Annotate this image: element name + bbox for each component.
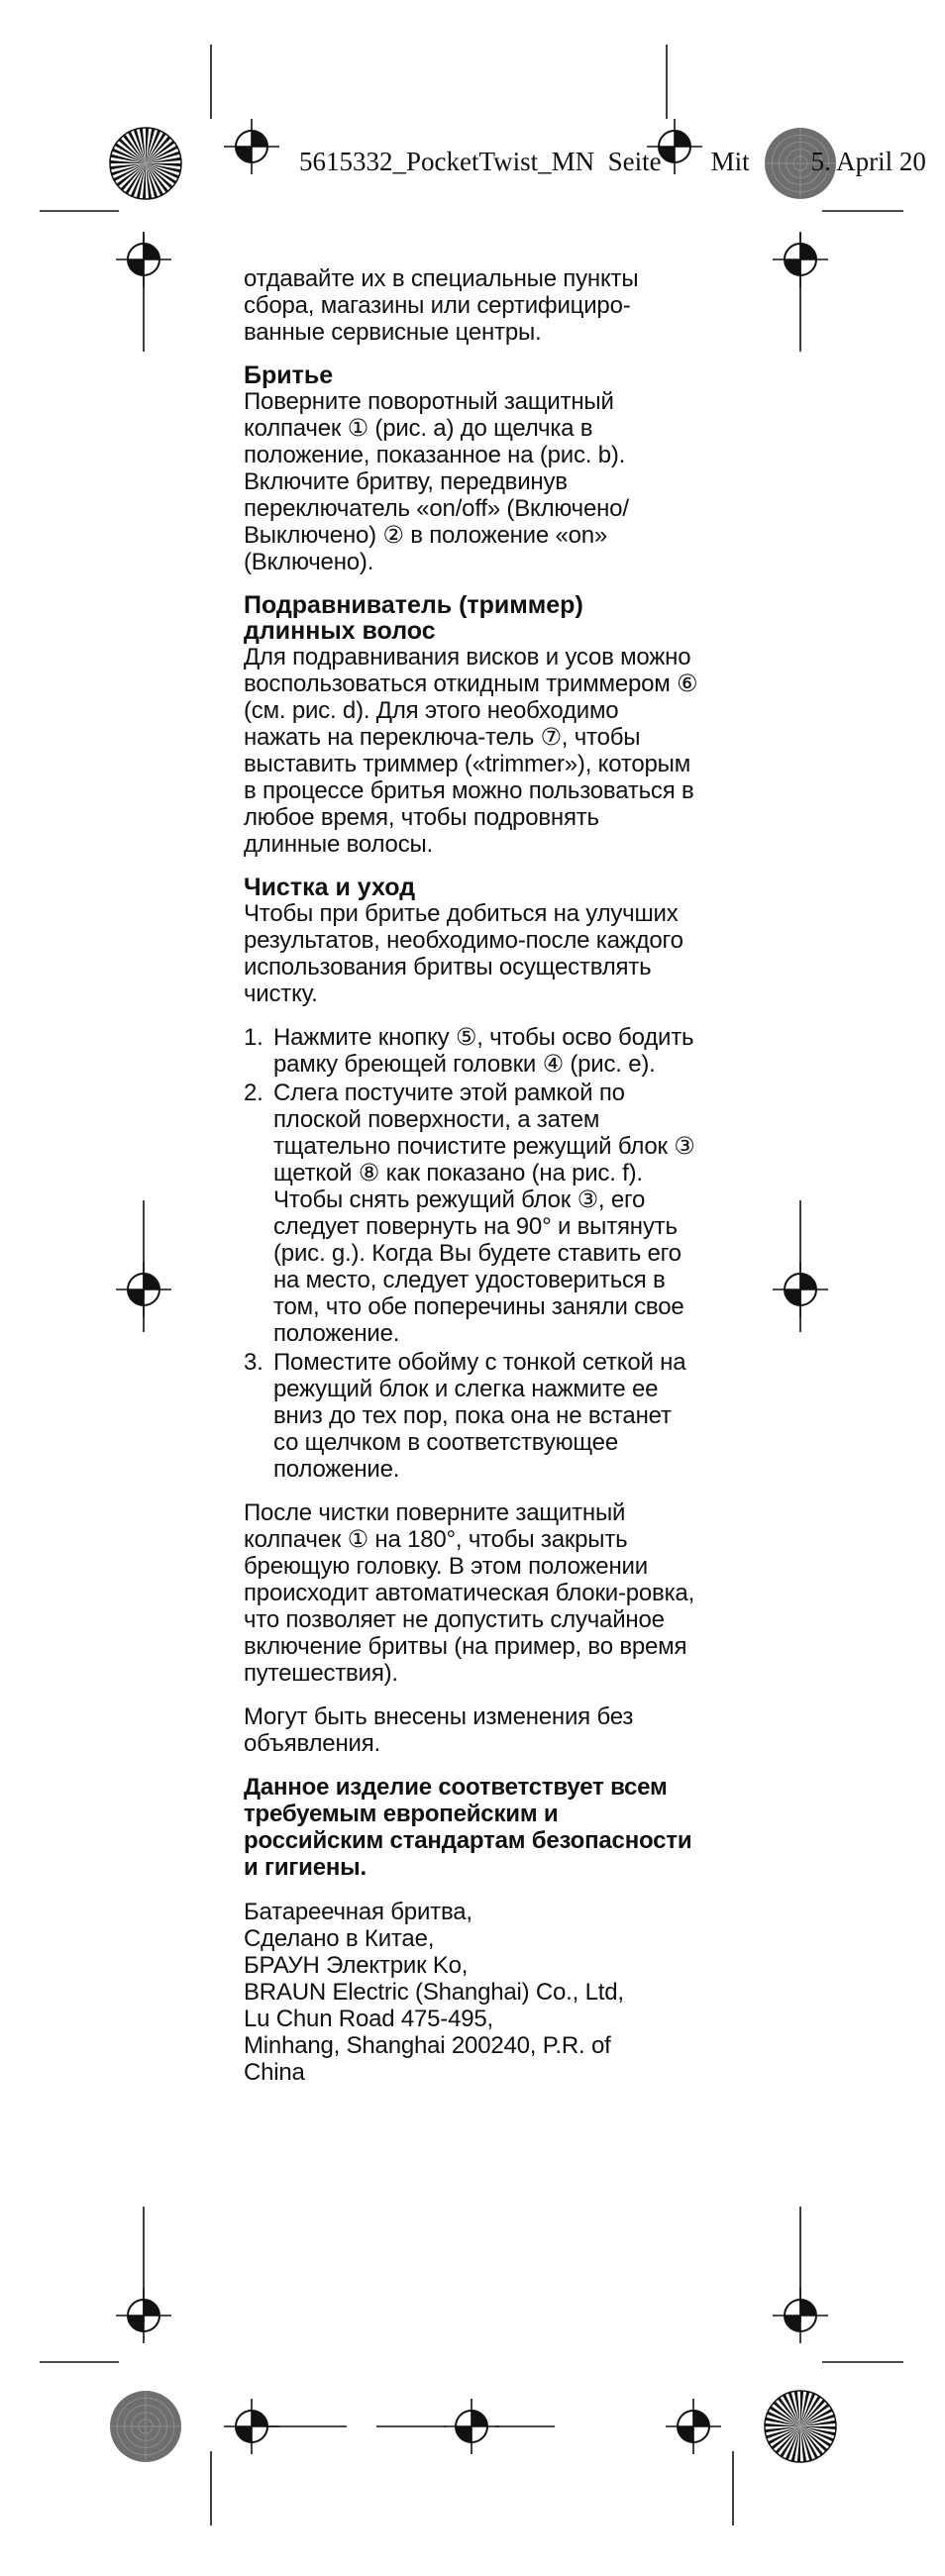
- registration-target-icon: [116, 1262, 171, 1317]
- print-slug-header: [299, 147, 945, 177]
- cleaning-steps-list: [244, 1024, 701, 1483]
- manufacturer-address-block: [244, 1899, 701, 2086]
- manual-text-column: [244, 265, 701, 2086]
- registration-target-icon: [666, 2399, 721, 2454]
- trimmer-heading: Подравниватель (триммер) длинных волос: [244, 591, 583, 645]
- trimmer-paragraph: Для подравнивания висков и усов можно воспользоваться откидным триммером ⑥ (см. рис. d). Для этого необходимо нажать на переключа-тель ⑦, чтобы выставить триммер («trimmer»), которым в процессе бритья можно пользоваться в любое время, чтобы подровнять длинные волосы.: [244, 644, 698, 858]
- step-number: 2.: [244, 1080, 263, 1106]
- address-line: Сделано в Китае,: [244, 1925, 435, 1952]
- step-number: 3.: [244, 1349, 263, 1376]
- care-paragraph: Чтобы при бритье добиться на улучших результатов, необходимо-после каждого использования бритвы осуществлять чистку.: [244, 900, 683, 1007]
- address-line: Lu Chun Road 475-495,: [244, 2006, 493, 2032]
- registration-target-icon: [773, 1262, 828, 1317]
- slug-doc-id: 5615332_PocketTwist_MN: [299, 147, 595, 176]
- intro-tail-paragraph: отдавайте их в специальные пункты сбора, магазины или сертифициро-ванные сервисные центры.: [244, 265, 639, 346]
- registration-target-icon: [444, 2399, 499, 2454]
- cleaning-step: [244, 1024, 701, 1078]
- cleaning-step: [244, 1349, 701, 1483]
- address-line: БРАУН Электрик Ko,: [244, 1952, 469, 1979]
- slug-mittwoch: Mit: [710, 147, 750, 176]
- registration-target-icon: [116, 2288, 171, 2343]
- registration-target-icon: [116, 232, 171, 287]
- changes-note-paragraph: Могут быть внесены изменения без объявления.: [244, 1703, 634, 1757]
- address-line: Minhang, Shanghai 200240, P.R. of: [244, 2032, 611, 2059]
- address-line: Батареечная бритва,: [244, 1899, 472, 1925]
- shaving-paragraph: Поверните поворотный защитный колпачек ① (рис. a) до щелчка в положение, показанное на (рис. b). Включите бритву, передвинув переключатель «on/off» (Включено/ Выключено) ② в положение «on» (Включено).: [244, 388, 629, 575]
- after-cleaning-paragraph: После чистки поверните защитный колпачек ① на 180°, чтобы закрыть бреющую головку. В этом положении происходит автоматическая блоки-ровка, что позволяет не допустить случайное включение бритвы (на пример, во время путешествия).: [244, 1499, 695, 1687]
- gray-register-disc-icon: [110, 2391, 181, 2462]
- registration-target-icon: [773, 2288, 828, 2343]
- starburst-mark-icon: [765, 2391, 836, 2462]
- starburst-mark-icon: [110, 128, 181, 199]
- step-number: 1.: [244, 1024, 263, 1051]
- registration-target-icon: [224, 119, 279, 174]
- slug-seite: Seite: [607, 147, 662, 176]
- address-line: BRAUN Electric (Shanghai) Co., Ltd,: [244, 1979, 624, 2006]
- shaving-heading: Бритье: [244, 361, 334, 389]
- slug-date: 5. April 20: [810, 147, 926, 176]
- step-text: Нажмите кнопку ⑤, чтобы осво бодить рамку бреющей головки ④ (рис. e).: [273, 1024, 694, 1078]
- address-line: China: [244, 2059, 305, 2086]
- compliance-paragraph: Данное изделие соответствует всем требуемым европейским и российским стандартам безопасности и гигиены.: [244, 1774, 692, 1881]
- registration-target-icon: [224, 2399, 279, 2454]
- care-heading: Чистка и уход: [244, 874, 416, 901]
- registration-target-icon: [773, 232, 828, 287]
- cleaning-step: [244, 1080, 701, 1347]
- step-text: Поместите обойму с тонкой сеткой на режущий блок и слегка нажмите ее вниз до тех пор, пока она не встанет со щелчком в соответствующее положение.: [273, 1349, 686, 1483]
- step-text: Слега постучите этой рамкой по плоской поверхности, а затем тщательно почистите режущий блок ③ щеткой ⑧ как показано (на рис. f). Чтобы снять режущий блок ③, его следует повернуть на 90° и вытянуть (рис. g.). Когда Вы будете ставить его на место, следует удостовериться в том, что обе поперечины заняли свое положение.: [273, 1080, 695, 1347]
